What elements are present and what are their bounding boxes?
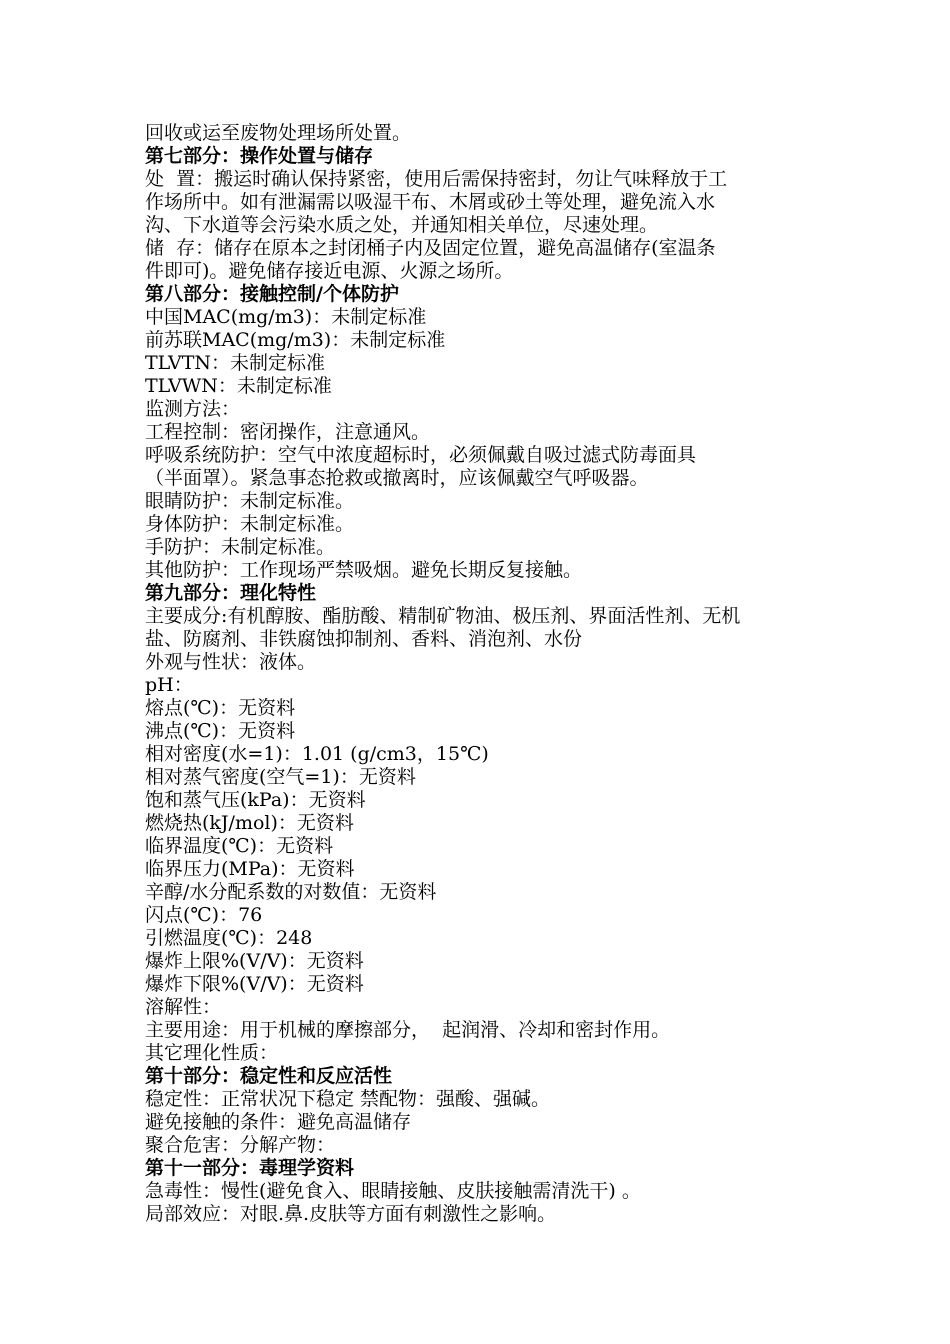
text-line: 闪点(℃)：76	[145, 904, 263, 926]
section-heading-8: 第八部分：接触控制/个体防护	[145, 283, 399, 305]
text-line: 外观与性状：液体。	[145, 651, 317, 673]
text-line: 工程控制：密闭操作，注意通风。	[145, 421, 431, 443]
section-heading-10: 第十部分：稳定性和反应活性	[145, 1065, 393, 1087]
text-line: 临界温度(℃)：无资料	[145, 835, 334, 857]
text-line: 溶解性：	[145, 996, 222, 1018]
text-line: （半面罩）。紧急事态抢救或撤离时，应该佩戴空气呼吸器。	[145, 467, 649, 489]
text-line: 爆炸上限%(V/V)：无资料	[145, 950, 364, 972]
text-line: 沸点(℃)：无资料	[145, 720, 296, 742]
text-line: 熔点(℃)：无资料	[145, 697, 296, 719]
text-line: 急毒性：慢性(避免食入、眼睛接触、皮肤接触需清洗干) 。	[145, 1180, 641, 1202]
text-line: 引燃温度(℃)：248	[145, 927, 313, 949]
text-line: 其他防护：工作现场严禁吸烟。避免长期反复接触。	[145, 559, 583, 581]
text-line: 主要成分:有机醇胺、酯肪酸、精制矿物油、极压剂、界面活性剂、无机	[145, 605, 741, 627]
text-line: 呼吸系统防护：空气中浓度超标时，必须佩戴自吸过滤式防毒面具	[145, 444, 697, 466]
text-line: 前苏联MAC(mg/m3)：未制定标准	[145, 329, 446, 351]
text-line: 相对蒸气密度(空气=1)：无资料	[145, 766, 416, 788]
text-line: 局部效应：对眼.鼻.皮肤等方面有刺激性之影响。	[145, 1203, 557, 1225]
text-line: 件即可)。避免储存接近电源、火源之场所。	[145, 260, 514, 282]
text-line: 临界压力(MPa)：无资料	[145, 858, 355, 880]
text-line: 稳定性：正常状况下稳定 禁配物：强酸、强碱。	[145, 1088, 551, 1110]
text-line: 聚合危害：分解产物：	[145, 1134, 336, 1156]
text-line: 避免接触的条件：避免高温储存	[145, 1111, 412, 1133]
text-line: 辛醇/水分配系数的对数值：无资料	[145, 881, 437, 903]
text-line: 储 存：储存在原本之封闭桶子内及固定位置，避免高温储存(室温条	[145, 237, 716, 259]
text-line: TLVTN：未制定标准	[145, 352, 326, 374]
text-line: 盐、防腐剂、非铁腐蚀抑制剂、香料、消泡剂、水份	[145, 628, 583, 650]
text-line: 身体防护：未制定标准。	[145, 513, 355, 535]
text-line: 主要用途：用于机械的摩擦部分， 起润滑、冷却和密封作用。	[145, 1019, 671, 1041]
text-line: 回收或运至废物处理场所处置。	[145, 122, 412, 144]
text-line: 中国MAC(mg/m3)：未制定标准	[145, 306, 427, 328]
section-heading-11: 第十一部分：毒理学资料	[145, 1157, 355, 1179]
text-line: 处 置：搬运时确认保持紧密，使用后需保持密封，勿让气味释放于工	[145, 168, 728, 190]
text-line: 爆炸下限%(V/V)：无资料	[145, 973, 364, 995]
text-line: 饱和蒸气压(kPa)：无资料	[145, 789, 366, 811]
text-line: 沟、下水道等会污染水质之处，并通知相关单位，尽速处理。	[145, 214, 659, 236]
text-line: 相对密度(水=1)：1.01 (g/cm3，15℃)	[145, 743, 489, 765]
section-heading-9: 第九部分：理化特性	[145, 582, 317, 604]
text-line: 作场所中。如有泄漏需以吸湿干布、木屑或砂土等处理，避免流入水	[145, 191, 716, 213]
text-line: 手防护：未制定标准。	[145, 536, 336, 558]
text-line: 监测方法：	[145, 398, 241, 420]
document-body	[145, 122, 815, 1226]
text-line: 燃烧热(kJ/mol)：无资料	[145, 812, 354, 834]
section-heading-7: 第七部分：操作处置与储存	[145, 145, 374, 167]
text-line: 其它理化性质：	[145, 1042, 279, 1064]
text-line: TLVWN：未制定标准	[145, 375, 332, 397]
text-line: 眼睛防护：未制定标准。	[145, 490, 355, 512]
text-line: pH：	[145, 674, 193, 696]
